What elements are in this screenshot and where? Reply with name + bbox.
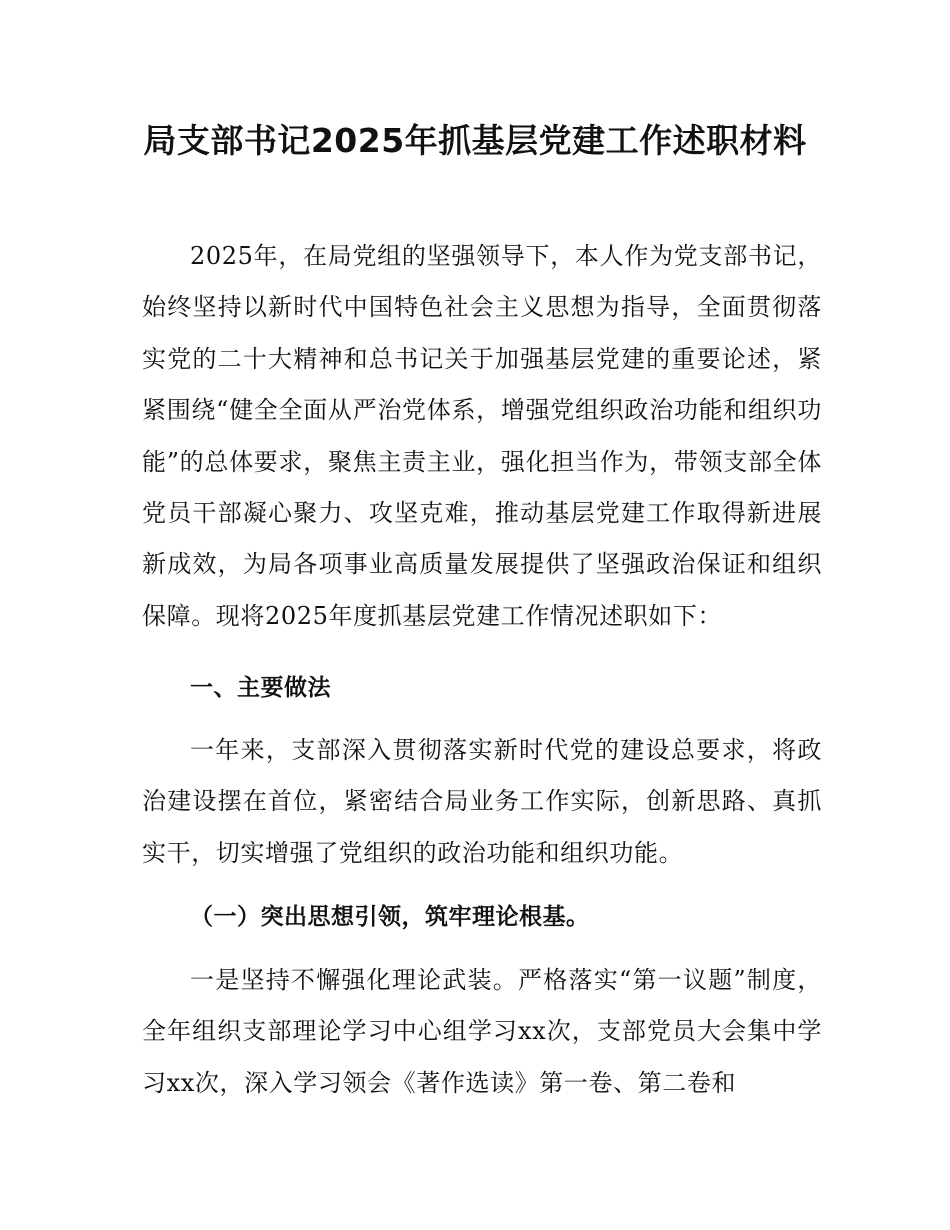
subsection-paragraph: 一是坚持不懈强化理论武装。严格落实“第一议题”制度，全年组织支部理论学习中心组学习xx次，支部党员大会集中学习xx次，深入学习领会《著作选读》第一卷、第二卷和 [142,966,822,1097]
subsection-heading-thought-leadership: （一）突出思想引领，筑牢理论根基。 [190,904,590,930]
section-paragraph: 一年来，支部深入贯彻落实新时代党的建设总要求，将政治建设摆在首位，紧密结合局业务工作实际，创新思路、真抓实干，切实增强了党组织的政治功能和组织功能。 [142,736,822,867]
document-title: 局支部书记2025年抓基层党建工作述职材料 [143,121,807,160]
section-heading-main-practices: 一、主要做法 [190,675,331,701]
intro-paragraph: 2025年，在局党组的坚强领导下，本人作为党支部书记，始终坚持以新时代中国特色社会主义思想为指导，全面贯彻落实党的二十大精神和总书记关于加强基层党建的重要论述，紧紧围绕“健全全面从严治党体系，增强党组织政治功能和组织功能”的总体要求，聚焦主责主业，强化担当作为，带领支部全体党员干部凝心聚力、攻坚克难，推动基层党建工作取得新进展新成效，为局各项事业高质量发展提供了坚强政治保证和组织保障。现将2025年度抓基层党建工作情况述职如下： [142,242,822,630]
